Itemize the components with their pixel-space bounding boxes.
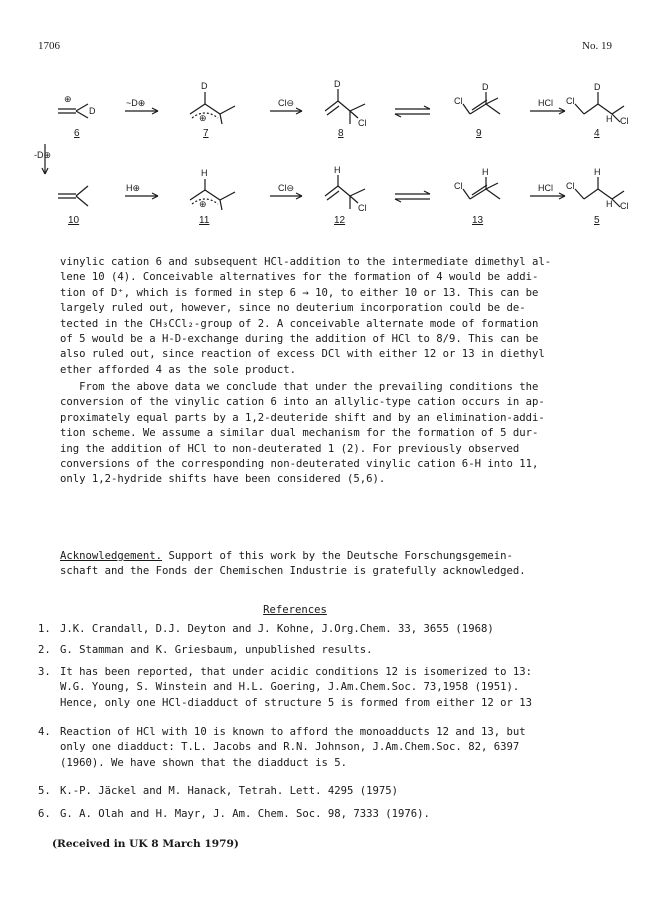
- ref-line: G. Stamman and K. Griesbaum, unpublished results.: [60, 644, 373, 656]
- ref-line: W.G. Young, S. Winstein and H.L. Goering, J.Am.Chem.Soc. 73,1958 (1951).: [60, 681, 520, 694]
- text-line: ing the addition of HCl to non-deuterated 1 (2). For previously observed: [60, 442, 520, 455]
- reagent-hcl: HCl: [538, 98, 553, 108]
- atom-h: H: [594, 167, 601, 177]
- atom-h: H: [334, 165, 341, 175]
- text-line: largely ruled out, however, since no deuterium incorporation could be de-: [60, 302, 526, 315]
- text-line: proximately equal parts by a 1,2-deuteride shift and by an elimination-addi-: [60, 411, 545, 424]
- atom-h: H: [606, 199, 613, 209]
- issue-number: No. 19: [582, 40, 612, 52]
- text-line: vinylic cation 6 and subsequent HCl-addition to the intermediate dimethyl al-: [60, 256, 552, 268]
- text-line: of 5 would be a H-D-exchange during the addition of HCl to 8/9. This can be: [60, 333, 539, 346]
- compound-label: 13: [472, 215, 484, 226]
- text-line: lene 10 (4). Conceivable alternatives for the formation of 4 would be addi-: [60, 271, 539, 284]
- atom-cl: Cl: [454, 181, 463, 191]
- ref-line: J.K. Crandall, D.J. Deyton and J. Kohne, J.Org.Chem. 33, 3655 (1968): [60, 623, 494, 635]
- compound-label: 5: [594, 215, 600, 226]
- ref-line: K.-P. Jäckel and M. Hanack, Tetrah. Lett. 4295 (1975): [60, 785, 399, 797]
- text-line: tion scheme. We assume a similar dual mechanism for the formation of 5 dur-: [60, 427, 539, 440]
- atom-d: D: [334, 79, 341, 89]
- ref-number: 1.: [38, 623, 51, 635]
- ref-line: It has been reported, that under acidic conditions 12 is isomerized to 13:: [60, 666, 532, 678]
- reagent-down: -D⊕: [34, 150, 52, 160]
- atom-d: D: [89, 106, 96, 116]
- ref-line: (1960). We have shown that the diadduct is 5.: [60, 756, 348, 769]
- compound-label: 4: [594, 128, 600, 139]
- ref-number: 3.: [38, 666, 51, 678]
- reagent-chloride: Cl⊖: [278, 183, 295, 193]
- reagent-hcl: HCl: [538, 183, 553, 193]
- text-line: conversions of the corresponding non-deuterated vinylic cation 6-H into 11,: [60, 458, 539, 471]
- reaction-scheme: [34, 76, 630, 252]
- ref-line: Hence, only one HCl-diadduct of structure 5 is formed from either 12 or 13: [60, 696, 532, 709]
- ref-number: 4.: [38, 726, 51, 738]
- ref-line: G. A. Olah and H. Mayr, J. Am. Chem. Soc. 98, 7333 (1976).: [60, 808, 430, 820]
- atom-d: D: [482, 82, 489, 92]
- compound-label: 8: [338, 128, 344, 139]
- atom-cl: Cl: [566, 96, 575, 106]
- text-line: ether afforded 4 as the sole product.: [60, 363, 296, 376]
- text-line: conversion of the vinylic cation 6 into an allylic-type cation occurs in ap-: [60, 396, 545, 409]
- ack-heading: Acknowledgement.: [60, 550, 163, 562]
- plus-sign: ⊕: [64, 94, 72, 104]
- ref-number: 5.: [38, 785, 51, 797]
- ref-line: only one diadduct: T.L. Jacobs and R.N. Johnson, J.Am.Chem.Soc. 82, 6397: [60, 741, 520, 754]
- compound-label: 10: [68, 215, 80, 226]
- compound-label: 7: [203, 128, 209, 139]
- ref-line: Reaction of HCl with 10 is known to afford the monoadducts 12 and 13, but: [60, 726, 526, 738]
- reagent-shift: ~D⊕: [126, 98, 146, 108]
- plus-sign: ⊕: [199, 199, 207, 209]
- atom-cl: Cl: [566, 181, 575, 191]
- compound-label: 9: [476, 128, 482, 139]
- reagent-proton: H⊕: [126, 183, 141, 193]
- atom-cl: Cl: [620, 201, 629, 211]
- atom-d: D: [201, 81, 208, 91]
- references-heading: References: [263, 604, 327, 616]
- reagent-chloride: Cl⊖: [278, 98, 295, 108]
- received-date: (Received in UK 8 March 1979): [52, 838, 239, 850]
- atom-cl: Cl: [358, 203, 367, 213]
- atom-h: H: [482, 167, 489, 177]
- text-line: tion of D⁺, which is formed in step 6 → 10, to either 10 or 13. This can be: [60, 286, 539, 299]
- atom-h: H: [201, 168, 208, 178]
- page-number: 1706: [38, 40, 60, 52]
- atom-cl: Cl: [358, 118, 367, 128]
- compound-label: 11: [199, 215, 210, 226]
- acknowledgement: [60, 549, 620, 580]
- text-line: also ruled out, since reaction of excess DCl with either 12 or 13 in diethyl: [60, 348, 545, 361]
- text-line: [60, 549, 620, 564]
- compound-label: 6: [74, 128, 80, 139]
- text-line: From the above data we conclude that under the prevailing conditions the: [60, 381, 539, 393]
- atom-h: H: [606, 114, 613, 124]
- paragraph-conclusion: [60, 380, 620, 488]
- atom-cl: Cl: [620, 116, 629, 126]
- compound-label: 12: [334, 215, 346, 226]
- ref-number: 6.: [38, 808, 51, 820]
- text-line: tected in the CH₃CCl₂-group of 2. A conceivable alternate mode of formation: [60, 317, 539, 330]
- text-line: schaft and the Fonds der Chemischen Industrie is gratefully acknowledged.: [60, 565, 526, 578]
- ack-text: Support of this work by the Deutsche Forschungsgemein-: [162, 550, 513, 562]
- paragraph-mechanism: [60, 255, 620, 378]
- plus-sign: ⊕: [199, 113, 207, 123]
- ref-number: 2.: [38, 644, 51, 656]
- atom-d: D: [594, 82, 601, 92]
- text-line: only 1,2-hydride shifts have been considered (5,6).: [60, 473, 386, 486]
- atom-cl: Cl: [454, 96, 463, 106]
